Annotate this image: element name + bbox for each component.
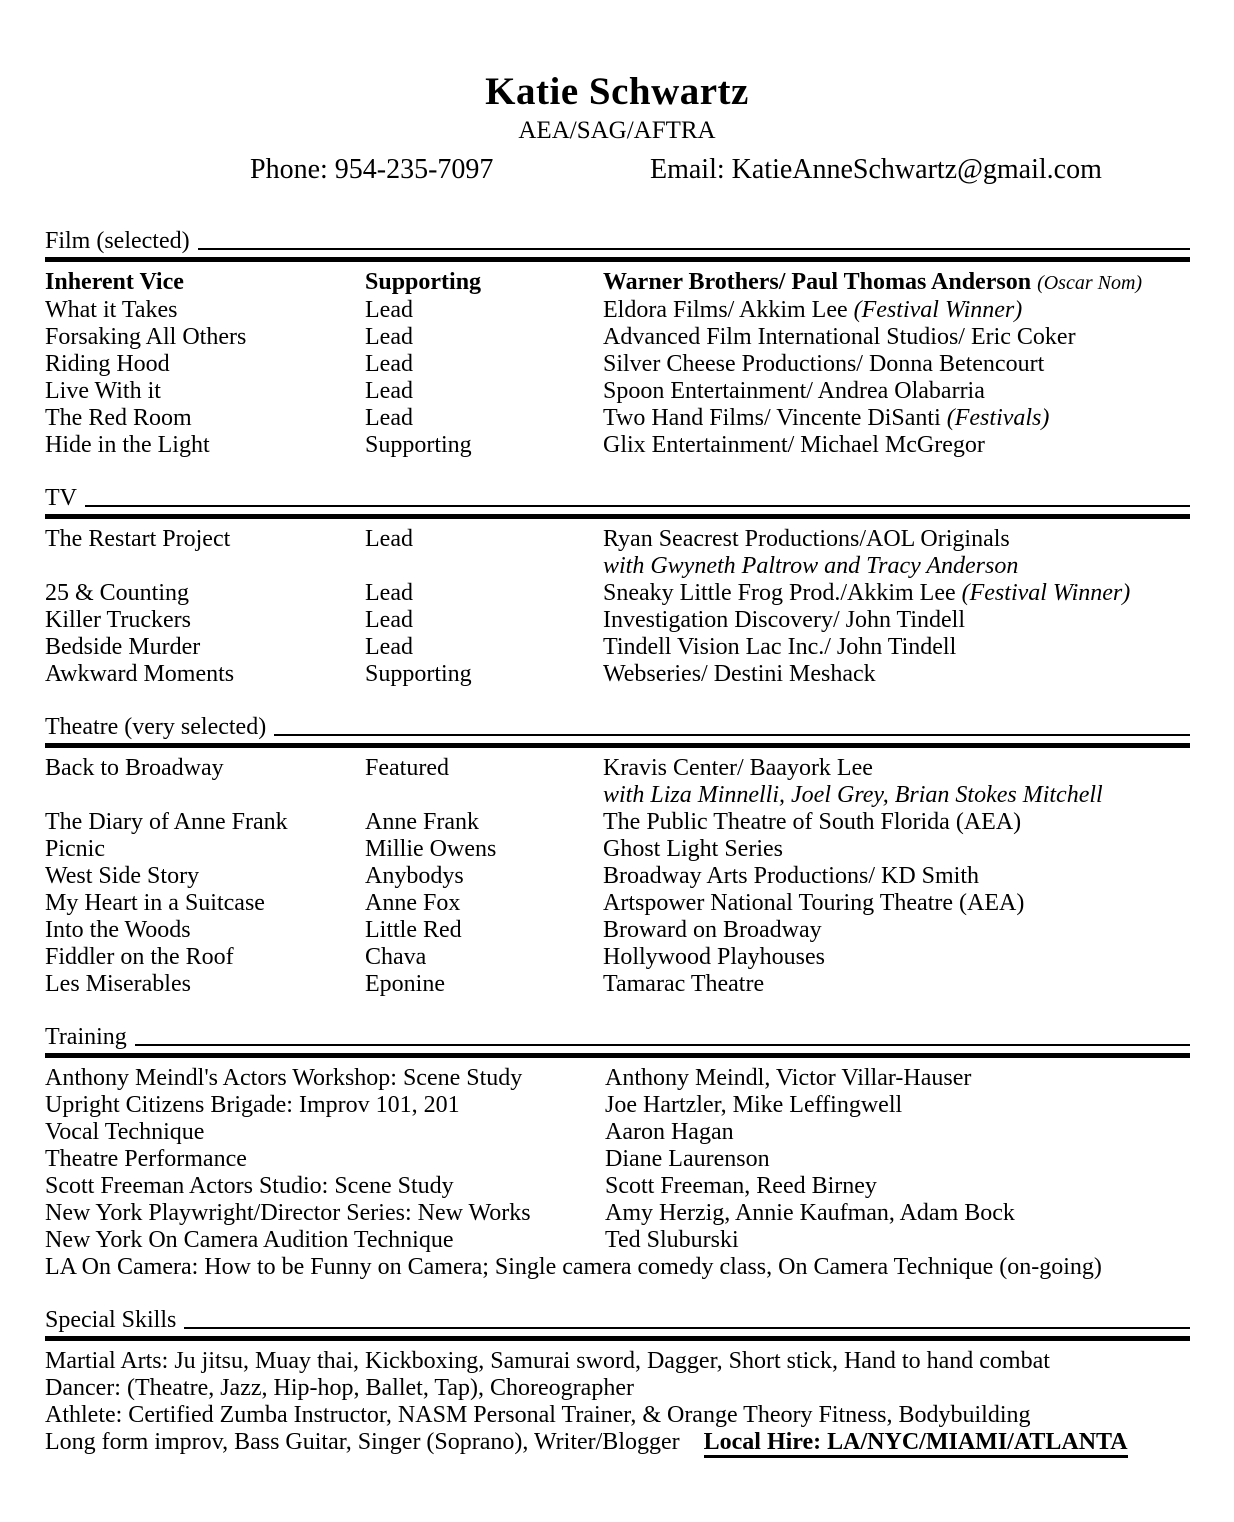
credit-company — [603, 836, 1190, 863]
credit-title: Bedside Murder — [45, 634, 201, 660]
resume-body — [45, 227, 1190, 1456]
credit-company-name: Ryan Seacrest Productions/AOL Originals — [603, 526, 1010, 552]
credit-company — [603, 944, 1190, 971]
credit-title: Inherent Vice — [45, 269, 184, 295]
credit-title: Into the Woods — [45, 917, 191, 943]
credits-table — [45, 262, 1190, 459]
skills-row — [45, 1402, 1190, 1429]
credit-title: What it Takes — [45, 297, 178, 323]
credit-company-cast: with Gwyneth Paltrow and Tracy Anderson — [603, 553, 1019, 579]
credit-company — [603, 553, 1190, 580]
training-teachers: Diane Laurenson — [605, 1146, 770, 1172]
heading-rule-thin — [198, 248, 1190, 250]
credit-title: Les Miserables — [45, 971, 191, 997]
credit-title: West Side Story — [45, 863, 200, 889]
training-course: New York Playwright/Director Series: New Works — [45, 1200, 531, 1226]
section-heading — [45, 1023, 1190, 1051]
training-course: Theatre Performance — [45, 1146, 247, 1172]
credit-role: Supporting — [365, 269, 482, 295]
heading-rule-thin — [135, 1044, 1190, 1046]
training-course: New York On Camera Audition Technique — [45, 1227, 454, 1253]
credit-company — [603, 580, 1190, 607]
local-hire-highlight: Local Hire: LA/NYC/MIAMI/ATLANTA — [704, 1429, 1128, 1458]
section-theatre — [45, 713, 1190, 998]
section-heading — [45, 227, 1190, 255]
credit-company — [603, 755, 1190, 782]
credit-company — [603, 378, 1190, 405]
credit-role — [365, 553, 603, 580]
credit-row — [45, 526, 1190, 553]
training-course: Anthony Meindl's Actors Workshop: Scene Study — [45, 1065, 523, 1091]
credit-role: Lead — [365, 580, 413, 606]
credit-title: Forsaking All Others — [45, 324, 247, 350]
section-title: Training — [45, 1024, 127, 1050]
training-row — [45, 1227, 1190, 1254]
credit-row — [45, 432, 1190, 459]
contact-line — [0, 153, 1234, 189]
credit-row — [45, 634, 1190, 661]
credit-row — [45, 297, 1190, 324]
skills-text: Long form improv, Bass Guitar, Singer (Soprano), Writer/Blogger — [45, 1429, 680, 1455]
credit-title: Killer Truckers — [45, 607, 191, 633]
credit-row — [45, 836, 1190, 863]
credit-company — [603, 890, 1190, 917]
section-special-skills — [45, 1306, 1190, 1456]
credits-table — [45, 748, 1190, 998]
phone-number: Phone: 954-235-7097 — [250, 154, 494, 185]
credit-role: Lead — [365, 297, 413, 323]
credit-title: Picnic — [45, 836, 105, 862]
credit-row — [45, 863, 1190, 890]
credit-company-name: Broadway Arts Productions/ KD Smith — [603, 863, 979, 889]
credit-company-name: Advanced Film International Studios/ Eric Coker — [603, 324, 1076, 350]
credit-role: Chava — [365, 944, 427, 970]
credit-company-name: Artspower National Touring Theatre (AEA) — [603, 890, 1025, 916]
credit-row — [45, 580, 1190, 607]
credit-company — [603, 405, 1190, 432]
credit-title — [45, 782, 365, 809]
credit-company — [603, 661, 1190, 688]
training-table — [45, 1058, 1190, 1281]
credit-row — [45, 661, 1190, 688]
section-film — [45, 227, 1190, 459]
skills-text: Dancer: (Theatre, Jazz, Hip-hop, Ballet, Tap), Choreographer — [45, 1375, 634, 1401]
credit-company-name: Kravis Center/ Baayork Lee — [603, 755, 873, 781]
credit-role: Lead — [365, 405, 413, 431]
credit-role: Lead — [365, 607, 413, 633]
credit-company-name: Ghost Light Series — [603, 836, 783, 862]
credit-title: The Restart Project — [45, 526, 231, 552]
credit-company — [603, 351, 1190, 378]
skills-row — [45, 1375, 1190, 1402]
heading-rule-thin — [184, 1327, 1190, 1329]
credit-note: (Festival Winner) — [853, 297, 1023, 323]
training-row — [45, 1200, 1190, 1227]
credit-title: Back to Broadway — [45, 755, 224, 781]
email-address: Email: KatieAnneSchwartz@gmail.com — [650, 154, 1102, 185]
training-teachers: Amy Herzig, Annie Kaufman, Adam Bock — [605, 1200, 1015, 1226]
credit-title: The Red Room — [45, 405, 192, 431]
credit-company — [603, 607, 1190, 634]
credit-company-name: Sneaky Little Frog Prod./Akkim Lee — [603, 580, 956, 606]
credit-title: The Diary of Anne Frank — [45, 809, 288, 835]
credit-role — [365, 782, 603, 809]
skills-row — [45, 1348, 1190, 1375]
credit-note: (Oscar Nom) — [1037, 272, 1143, 294]
credit-company-name: Glix Entertainment/ Michael McGregor — [603, 432, 985, 458]
credit-company-name: Eldora Films/ Akkim Lee — [603, 297, 848, 323]
training-teachers: Scott Freeman, Reed Birney — [605, 1173, 877, 1199]
credit-title — [45, 553, 365, 580]
training-teachers: Ted Sluburski — [605, 1227, 739, 1253]
credit-title: Riding Hood — [45, 351, 170, 377]
credit-row — [45, 809, 1190, 836]
credit-role: Anne Frank — [365, 809, 479, 835]
credit-row — [45, 553, 1190, 580]
training-row — [45, 1092, 1190, 1119]
credit-company — [603, 971, 1190, 998]
credit-note: (Festival Winner) — [961, 580, 1131, 606]
credit-company — [603, 782, 1190, 809]
training-row — [45, 1119, 1190, 1146]
training-teachers: Joe Hartzler, Mike Leffingwell — [605, 1092, 903, 1118]
credit-title: Live With it — [45, 378, 161, 404]
credit-company-name: Warner Brothers/ Paul Thomas Anderson — [603, 269, 1032, 295]
credit-company — [603, 432, 1190, 459]
section-title: Special Skills — [45, 1307, 177, 1333]
credit-row — [45, 351, 1190, 378]
training-full-row: LA On Camera: How to be Funny on Camera; Single camera comedy class, On Camera Technique (on-going) — [45, 1254, 1102, 1280]
section-title: Film (selected) — [45, 228, 190, 254]
credit-role: Lead — [365, 526, 413, 552]
credit-role: Millie Owens — [365, 836, 497, 862]
credit-row — [45, 269, 1190, 297]
credit-role: Anne Fox — [365, 890, 461, 916]
credit-title: Fiddler on the Roof — [45, 944, 234, 970]
section-heading — [45, 484, 1190, 512]
training-teachers: Aaron Hagan — [605, 1119, 734, 1145]
credit-company-name: Investigation Discovery/ John Tindell — [603, 607, 965, 633]
skills-list — [45, 1341, 1190, 1456]
credit-role: Featured — [365, 755, 449, 781]
training-course: Scott Freeman Actors Studio: Scene Study — [45, 1173, 454, 1199]
credit-company — [603, 324, 1190, 351]
resume-header — [0, 0, 1234, 189]
credit-row — [45, 755, 1190, 782]
credits-table — [45, 519, 1190, 688]
credit-row — [45, 324, 1190, 351]
section-training — [45, 1023, 1190, 1281]
credit-company-name: Two Hand Films/ Vincente DiSanti — [603, 405, 941, 431]
training-row — [45, 1173, 1190, 1200]
training-teachers: Anthony Meindl, Victor Villar-Hauser — [605, 1065, 972, 1091]
credit-role: Lead — [365, 324, 413, 350]
credit-title: 25 & Counting — [45, 580, 190, 606]
credit-role: Lead — [365, 378, 413, 404]
credit-title: Hide in the Light — [45, 432, 210, 458]
credit-role: Supporting — [365, 432, 472, 458]
union-affiliations: AEA/SAG/AFTRA — [518, 117, 716, 144]
section-heading — [45, 713, 1190, 741]
credit-row — [45, 971, 1190, 998]
skills-text: Martial Arts: Ju jitsu, Muay thai, Kickboxing, Samurai sword, Dagger, Short stick, Hand to hand combat — [45, 1348, 1050, 1374]
credit-row — [45, 917, 1190, 944]
credit-role: Little Red — [365, 917, 462, 943]
credit-title: My Heart in a Suitcase — [45, 890, 265, 916]
credit-company — [603, 809, 1190, 836]
credit-company — [603, 297, 1190, 324]
skills-row — [45, 1429, 1190, 1456]
credit-row — [45, 944, 1190, 971]
training-course: Vocal Technique — [45, 1119, 205, 1145]
credit-role: Lead — [365, 634, 413, 660]
credit-company — [603, 269, 1190, 297]
credit-company-name: Tamarac Theatre — [603, 971, 765, 997]
credit-company-name: Tindell Vision Lac Inc./ John Tindell — [603, 634, 957, 660]
credit-row — [45, 405, 1190, 432]
person-name: Katie Schwartz — [485, 70, 749, 113]
heading-rule-thin — [274, 734, 1190, 736]
skills-text: Athlete: Certified Zumba Instructor, NASM Personal Trainer, & Orange Theory Fitness, Bodybuilding — [45, 1402, 1031, 1428]
training-row — [45, 1065, 1190, 1092]
credit-company — [603, 634, 1190, 661]
training-row — [45, 1146, 1190, 1173]
credit-role: Eponine — [365, 971, 445, 997]
credit-company-name: Silver Cheese Productions/ Donna Betencourt — [603, 351, 1045, 377]
credit-company-cast: with Liza Minnelli, Joel Grey, Brian Stokes Mitchell — [603, 782, 1103, 808]
credit-role: Anybodys — [365, 863, 464, 889]
credit-row — [45, 607, 1190, 634]
credit-row — [45, 378, 1190, 405]
section-title: Theatre (very selected) — [45, 714, 267, 740]
credit-company-name: Broward on Broadway — [603, 917, 822, 943]
section-tv — [45, 484, 1190, 688]
credit-company — [603, 863, 1190, 890]
credit-note: (Festivals) — [946, 405, 1050, 431]
credit-role: Supporting — [365, 661, 472, 687]
credit-row — [45, 890, 1190, 917]
heading-rule-thin — [85, 505, 1190, 507]
section-heading — [45, 1306, 1190, 1334]
credit-title: Awkward Moments — [45, 661, 235, 687]
credit-row — [45, 782, 1190, 809]
credit-company-name: Webseries/ Destini Meshack — [603, 661, 876, 687]
credit-company — [603, 526, 1190, 553]
credit-company-name: Spoon Entertainment/ Andrea Olabarria — [603, 378, 985, 404]
credit-company-name: The Public Theatre of South Florida (AEA) — [603, 809, 1022, 835]
credit-company — [603, 917, 1190, 944]
credit-role: Lead — [365, 351, 413, 377]
credit-company-name: Hollywood Playhouses — [603, 944, 825, 970]
section-title: TV — [45, 485, 77, 511]
training-course: Upright Citizens Brigade: Improv 101, 201 — [45, 1092, 460, 1118]
